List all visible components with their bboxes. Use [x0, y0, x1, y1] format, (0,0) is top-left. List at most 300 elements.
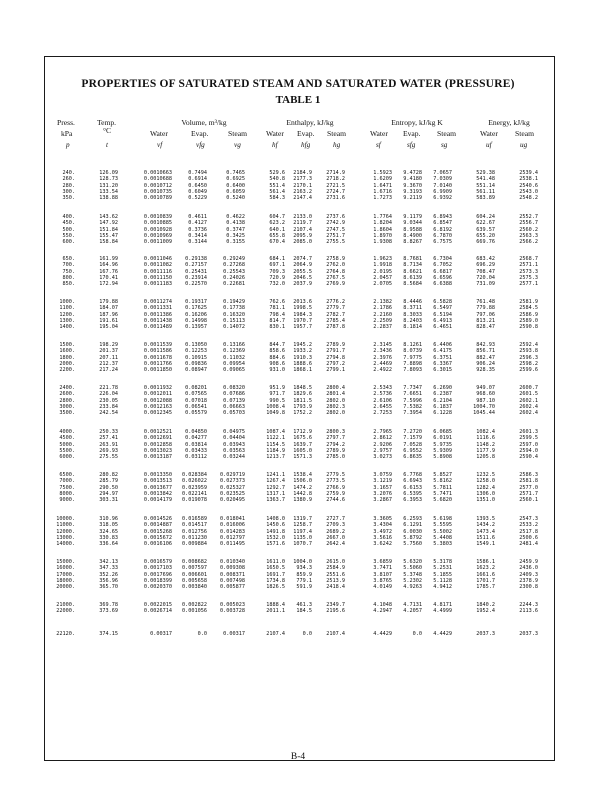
cell-enthalpy-steam: 2721.5 — [326, 182, 345, 189]
cell-energy-water: 551.14 — [476, 182, 495, 189]
cell-entropy-evap: 7.5382 — [403, 403, 422, 410]
cell-entropy-water: 2.4469 — [373, 360, 392, 367]
cell-energy-water: 583.89 — [476, 195, 495, 202]
cell-entropy-water: 3.8765 — [373, 577, 392, 584]
cell-entropy-evap: 6.0030 — [403, 528, 422, 535]
cell-volume-steam: 0.025327 — [220, 484, 245, 491]
cell-entropy-evap: 9.3193 — [403, 188, 422, 195]
cell-enthalpy-evap: 461.3 — [296, 602, 312, 608]
cell-enthalpy-evap: 1571.3 — [293, 454, 312, 461]
cell-entropy-water: 1.9623 — [373, 256, 392, 262]
cell-volume-water: 0.0018399 — [143, 577, 172, 584]
cell-entropy-evap: 6.6153 — [403, 484, 422, 491]
cell-volume-steam: 0.3425 — [226, 232, 245, 239]
cell-enthalpy-steam: 2779.7 — [326, 305, 345, 312]
cell-volume-evap: 0.19317 — [185, 299, 207, 305]
cell-volume-water: 0.0011766 — [143, 360, 172, 367]
cell-entropy-evap: 5.2302 — [403, 577, 422, 584]
cell-temperature: 373.69 — [99, 608, 118, 615]
cell-pressure: 17000. — [56, 571, 75, 578]
cell-volume-water: 0.0012011 — [143, 391, 172, 398]
cell-entropy-evap: 9.3670 — [403, 182, 422, 189]
cell-entropy-water: 2.6106 — [373, 397, 392, 404]
cell-enthalpy-evap: 184.5 — [296, 608, 312, 615]
cell-enthalpy-evap: 1848.5 — [293, 385, 312, 391]
cell-energy-steam: 2560.2 — [519, 226, 538, 233]
cell-energy-steam: 2547.3 — [519, 516, 538, 522]
temp-symbol: t — [106, 141, 108, 149]
cell-volume-evap: 0.011230 — [182, 534, 207, 541]
cell-volume-evap: 0.001056 — [182, 608, 207, 615]
cell-pressure: 7000. — [59, 478, 75, 485]
cell-enthalpy-water: 604.7 — [269, 214, 285, 220]
cell-volume-evap: 0.005658 — [182, 577, 207, 584]
cell-volume-water: 0.0010663 — [143, 170, 172, 176]
cell-entropy-steam: 5.5595 — [433, 522, 452, 529]
cell-pressure: 2800. — [59, 397, 75, 404]
cell-entropy-steam: 6.3751 — [433, 354, 452, 361]
cell-enthalpy-water: 951.9 — [269, 385, 285, 391]
cell-volume-steam: 0.6400 — [226, 182, 245, 189]
cell-enthalpy-evap: 2095.9 — [293, 232, 312, 239]
cell-pressure: 8000. — [59, 490, 75, 497]
cell-enthalpy-water: 1317.1 — [266, 490, 285, 497]
cell-volume-evap: 0.16206 — [185, 311, 207, 318]
cell-volume-water: 0.0010688 — [143, 176, 172, 183]
cell-temperature: 151.84 — [99, 226, 118, 233]
cell-volume-water: 0.0011489 — [143, 324, 172, 331]
cell-temperature: 158.84 — [99, 239, 118, 246]
enthalpy-water-symbol: hf — [272, 141, 278, 149]
cell-volume-evap: 0.27157 — [185, 262, 207, 269]
cell-enthalpy-water: 551.4 — [269, 182, 285, 189]
cell-pressure: 6500. — [59, 472, 75, 478]
cell-volume-steam: 0.04404 — [223, 435, 245, 442]
cell-entropy-water: 2.5736 — [373, 391, 392, 398]
cell-energy-steam: 2538.1 — [519, 176, 538, 183]
cell-entropy-water: 1.6471 — [373, 182, 392, 189]
cell-energy-steam: 2563.3 — [519, 232, 538, 239]
entropy-water-symbol: sf — [376, 141, 381, 149]
cell-volume-evap: 0.006601 — [182, 571, 207, 578]
cell-pressure: 14000. — [56, 541, 75, 548]
cell-entropy-water: 1.9308 — [373, 239, 392, 246]
cell-volume-steam: 0.12369 — [223, 348, 245, 355]
cell-enthalpy-evap: 2085.0 — [293, 239, 312, 246]
cell-enthalpy-evap: 1933.2 — [293, 348, 312, 355]
cell-energy-water: 604.24 — [476, 214, 495, 220]
cell-enthalpy-evap: 1538.4 — [293, 472, 312, 478]
cell-entropy-evap: 7.3954 — [403, 410, 422, 417]
volume-water-label: Water — [150, 129, 168, 138]
cell-pressure: 22120. — [56, 631, 75, 637]
cell-entropy-steam: 6.5828 — [433, 299, 452, 305]
cell-volume-water: 0.0011009 — [143, 239, 172, 246]
cell-entropy-evap: 4.9263 — [403, 584, 422, 591]
cell-enthalpy-evap: 1506.0 — [293, 478, 312, 485]
cell-volume-steam: 0.008371 — [220, 571, 245, 578]
cell-entropy-evap: 8.7681 — [403, 256, 422, 262]
cell-volume-water: 0.0015268 — [143, 528, 172, 535]
cell-energy-water: 1511.6 — [476, 534, 495, 541]
cell-volume-water: 0.0011331 — [143, 305, 172, 312]
cell-enthalpy-water: 798.4 — [269, 311, 285, 318]
cell-volume-steam: 0.03943 — [223, 441, 245, 448]
cell-temperature: 285.79 — [99, 478, 118, 485]
cell-volume-steam: 0.29249 — [223, 256, 245, 262]
cell-entropy-water: 1.9918 — [373, 262, 392, 269]
cell-entropy-water: 2.3436 — [373, 348, 392, 355]
cell-volume-steam: 0.17738 — [223, 305, 245, 312]
cell-volume-water: 0.0011046 — [143, 256, 172, 262]
cell-energy-water: 1148.2 — [476, 441, 495, 448]
cell-energy-water: 731.09 — [476, 281, 495, 288]
cell-temperature: 310.96 — [99, 516, 118, 522]
cell-energy-steam: 2593.8 — [519, 348, 538, 355]
cell-enthalpy-water: 1450.6 — [266, 522, 285, 529]
cell-energy-steam: 2566.2 — [519, 239, 538, 246]
cell-entropy-evap: 6.6943 — [403, 478, 422, 485]
cell-volume-steam: 0.13166 — [223, 342, 245, 348]
cell-entropy-evap: 6.5395 — [403, 490, 422, 497]
cell-volume-steam: 0.16320 — [223, 311, 245, 318]
cell-enthalpy-steam: 2764.8 — [326, 268, 345, 275]
cell-volume-steam: 0.14072 — [223, 324, 245, 331]
cell-temperature: 369.78 — [99, 602, 118, 608]
cell-energy-steam: 2577.1 — [519, 281, 538, 288]
cell-entropy-evap: 4.2057 — [403, 608, 422, 615]
cell-enthalpy-water: 1363.7 — [266, 497, 285, 504]
cell-temperature: 207.11 — [99, 354, 118, 361]
cell-pressure: 650. — [62, 256, 75, 262]
cell-energy-water: 1045.44 — [473, 410, 495, 417]
cell-volume-steam: 0.012797 — [220, 534, 245, 541]
cell-temperature: 226.04 — [99, 391, 118, 398]
cell-temperature: 347.33 — [99, 565, 118, 572]
cell-enthalpy-steam: 2800.4 — [326, 385, 345, 391]
cell-enthalpy-water: 529.6 — [269, 170, 285, 176]
cell-enthalpy-steam: 2766.9 — [326, 484, 345, 491]
enthalpy-evap-symbol: hfg — [301, 141, 311, 149]
volume-steam-symbol: vg — [234, 141, 241, 149]
cell-energy-water: 696.29 — [476, 262, 495, 269]
cell-enthalpy-water: 908.6 — [269, 360, 285, 367]
cell-entropy-water: 2.5343 — [373, 385, 392, 391]
cell-volume-steam: 0.6059 — [226, 188, 245, 195]
cell-temperature: 275.55 — [99, 454, 118, 461]
cell-entropy-water: 3.4304 — [373, 522, 392, 529]
energy-water-symbol: uf — [486, 141, 492, 149]
cell-temperature: 212.37 — [99, 360, 118, 367]
cell-volume-evap: 0.06541 — [185, 403, 207, 410]
cell-enthalpy-steam: 2747.5 — [326, 226, 345, 233]
cell-volume-steam: 0.007498 — [220, 577, 245, 584]
cell-enthalpy-steam: 2779.5 — [326, 472, 345, 478]
cell-entropy-evap: 8.8267 — [403, 239, 422, 246]
cell-entropy-evap: 5.6320 — [403, 559, 422, 565]
cell-entropy-steam: 6.3015 — [433, 367, 452, 374]
cell-temperature: 342.13 — [99, 559, 118, 565]
cell-enthalpy-water: 1691.7 — [266, 571, 285, 578]
cell-entropy-water: 3.6859 — [373, 559, 392, 565]
cell-energy-water: 842.93 — [476, 342, 495, 348]
cell-entropy-evap: 7.6651 — [403, 391, 422, 398]
cell-pressure: 2000. — [59, 360, 75, 367]
cell-entropy-evap: 5.5060 — [403, 565, 422, 572]
cell-pressure: 350. — [62, 195, 75, 202]
cell-energy-steam: 2409.3 — [519, 571, 538, 578]
cell-energy-steam: 2590.8 — [519, 324, 538, 331]
cell-energy-water: 1232.5 — [476, 472, 495, 478]
cell-enthalpy-water: 720.9 — [269, 274, 285, 281]
cell-entropy-steam: 7.0309 — [433, 176, 452, 183]
cell-pressure: 1600. — [59, 348, 75, 355]
cell-energy-steam: 2556.7 — [519, 220, 538, 227]
cell-enthalpy-water: 670.4 — [269, 239, 285, 246]
cell-pressure: 280. — [62, 182, 75, 189]
cell-enthalpy-steam: 2797.2 — [326, 360, 345, 367]
cell-entropy-steam: 6.2387 — [433, 391, 452, 398]
cell-volume-steam: 0.010340 — [220, 559, 245, 565]
cell-energy-steam: 2300.8 — [519, 584, 538, 591]
cell-temperature: 170.41 — [99, 274, 118, 281]
cell-temperature: 221.78 — [99, 385, 118, 391]
cell-volume-water: 0.0011932 — [143, 385, 172, 391]
cell-entropy-evap: 6.9552 — [403, 447, 422, 454]
cell-entropy-steam: 5.8162 — [433, 478, 452, 485]
cell-energy-water: 1701.7 — [476, 577, 495, 584]
cell-entropy-water: 2.8612 — [373, 435, 392, 442]
cell-entropy-water: 4.0149 — [373, 584, 392, 591]
cell-temperature: 147.92 — [99, 220, 118, 227]
cell-entropy-water: 2.7253 — [373, 410, 392, 417]
cell-enthalpy-evap: 1945.2 — [293, 342, 312, 348]
cell-volume-evap: 0.6049 — [188, 188, 207, 195]
cell-entropy-steam: 5.9309 — [433, 447, 452, 454]
cell-volume-evap: 0.07565 — [185, 391, 207, 398]
cell-enthalpy-evap: 1442.8 — [293, 490, 312, 497]
cell-volume-steam: 0.09954 — [223, 360, 245, 367]
cell-volume-evap: 0.003840 — [182, 584, 207, 591]
cell-temperature: 133.54 — [99, 188, 118, 195]
cell-energy-water: 720.04 — [476, 274, 495, 281]
cell-enthalpy-steam: 2742.9 — [326, 220, 345, 227]
cell-entropy-steam: 6.6596 — [433, 274, 452, 281]
cell-volume-evap: 0.25431 — [185, 268, 207, 275]
cell-enthalpy-steam: 2758.9 — [326, 256, 345, 262]
cell-energy-water: 797.06 — [476, 311, 495, 318]
cell-pressure: 500. — [62, 226, 75, 233]
cell-entropy-evap: 8.0739 — [403, 348, 422, 355]
cell-volume-evap: 0.007597 — [182, 565, 207, 572]
cell-volume-steam: 0.03244 — [223, 454, 245, 461]
cell-pressure: 1200. — [59, 311, 75, 318]
cell-enthalpy-evap: 779.1 — [296, 577, 312, 584]
cell-volume-evap: 0.10915 — [185, 354, 207, 361]
cell-enthalpy-steam: 2797.7 — [326, 435, 345, 442]
cell-enthalpy-evap: 1888.6 — [293, 360, 312, 367]
cell-entropy-steam: 6.6817 — [433, 268, 452, 275]
cell-energy-steam: 2244.3 — [519, 602, 538, 608]
cell-energy-water: 1177.9 — [476, 447, 495, 454]
press-symbol: p — [66, 141, 70, 149]
cell-temperature: 233.84 — [99, 403, 118, 410]
cell-temperature: 303.31 — [99, 497, 118, 504]
cell-volume-steam: 0.04975 — [223, 429, 245, 435]
cell-temperature: 201.37 — [99, 348, 118, 355]
cell-volume-evap: 0.4127 — [188, 220, 207, 227]
cell-volume-water: 0.0013842 — [143, 490, 172, 497]
cell-entropy-steam: 5.3803 — [433, 541, 452, 548]
cell-temperature: 336.64 — [99, 541, 118, 548]
cell-pressure: 1500. — [59, 342, 75, 348]
entropy-evap-label: Evap. — [403, 129, 421, 138]
cell-volume-steam: 0.3747 — [226, 226, 245, 233]
cell-entropy-steam: 6.1228 — [433, 410, 452, 417]
cell-entropy-water: 2.2837 — [373, 324, 392, 331]
page-number: B-4 — [290, 752, 306, 762]
cell-entropy-water: 1.7764 — [373, 214, 392, 220]
cell-enthalpy-steam: 2785.4 — [326, 317, 345, 324]
cell-energy-steam: 2575.3 — [519, 274, 538, 281]
cell-entropy-evap: 6.7768 — [403, 472, 422, 478]
cell-volume-water: 0.0026714 — [143, 608, 172, 615]
cell-volume-steam: 0.3155 — [226, 239, 245, 246]
cell-enthalpy-water: 830.1 — [269, 324, 285, 331]
cell-enthalpy-steam: 2584.9 — [326, 565, 345, 572]
cell-energy-water: 1586.1 — [476, 559, 495, 565]
cell-volume-evap: 0.6450 — [188, 182, 207, 189]
cell-temperature: 184.07 — [99, 305, 118, 312]
cell-entropy-steam: 6.7304 — [433, 256, 452, 262]
cell-entropy-evap: 9.2119 — [403, 195, 422, 202]
cell-entropy-steam: 4.9412 — [433, 584, 452, 591]
cell-energy-water: 906.24 — [476, 360, 495, 367]
cell-entropy-evap: 6.2593 — [403, 516, 422, 522]
cell-volume-evap: 0.22570 — [185, 281, 207, 288]
cell-volume-evap: 0.0 — [197, 631, 207, 637]
cell-entropy-water: 2.3976 — [373, 354, 392, 361]
cell-enthalpy-evap: 1258.7 — [293, 522, 312, 529]
cell-volume-evap: 0.023959 — [182, 484, 207, 491]
cell-enthalpy-steam: 2642.4 — [326, 541, 345, 548]
cell-volume-evap: 0.3414 — [188, 232, 207, 239]
cell-entropy-water: 1.5923 — [373, 170, 392, 176]
cell-entropy-water: 2.4922 — [373, 367, 392, 374]
cell-enthalpy-steam: 2418.4 — [326, 584, 345, 591]
cell-entropy-water: 1.8204 — [373, 220, 392, 227]
cell-entropy-evap: 7.0528 — [403, 441, 422, 448]
cell-enthalpy-steam: 2718.2 — [326, 176, 345, 183]
cell-pressure: 21000. — [56, 602, 75, 608]
cell-entropy-steam: 5.6820 — [433, 497, 452, 504]
cell-enthalpy-steam: 2789.9 — [326, 447, 345, 454]
cell-pressure: 550. — [62, 232, 75, 239]
cell-temperature: 198.29 — [99, 342, 118, 348]
cell-volume-steam: 0.24026 — [223, 274, 245, 281]
cell-entropy-evap: 8.7134 — [403, 262, 422, 269]
cell-enthalpy-water: 781.1 — [269, 305, 285, 312]
cell-energy-steam: 2573.3 — [519, 268, 538, 275]
cell-entropy-steam: 6.7575 — [433, 239, 452, 246]
cell-volume-water: 0.0017696 — [143, 571, 172, 578]
cell-energy-steam: 2571.1 — [519, 262, 538, 269]
cell-enthalpy-water: 1292.7 — [266, 484, 285, 491]
cell-pressure: 1100. — [59, 305, 75, 312]
cell-volume-evap: 0.08947 — [185, 367, 207, 374]
cell-temperature: 128.73 — [99, 176, 118, 183]
cell-enthalpy-evap: 1639.7 — [293, 441, 312, 448]
cell-enthalpy-water: 1122.1 — [266, 435, 285, 442]
cell-pressure: 2200. — [59, 367, 75, 374]
cell-enthalpy-steam: 2787.8 — [326, 324, 345, 331]
cell-entropy-evap: 8.1814 — [403, 324, 422, 331]
cell-enthalpy-evap: 1675.6 — [293, 435, 312, 442]
cell-temperature: 217.24 — [99, 367, 118, 374]
cell-pressure: 750. — [62, 268, 75, 275]
cell-energy-steam: 2581.9 — [519, 299, 538, 305]
cell-entropy-steam: 6.5194 — [433, 311, 452, 318]
cell-energy-water: 1840.2 — [476, 602, 495, 608]
cell-energy-water: 987.10 — [476, 397, 495, 404]
cell-volume-evap: 0.5229 — [188, 195, 207, 202]
cell-volume-water: 0.0013350 — [143, 472, 172, 478]
volume-steam-label: Steam — [228, 129, 247, 138]
cell-enthalpy-steam: 2782.7 — [326, 311, 345, 318]
cell-volume-water: 0.0017103 — [143, 565, 172, 572]
cell-volume-steam: 0.25543 — [223, 268, 245, 275]
cell-enthalpy-steam: 2776.2 — [326, 299, 345, 305]
cell-entropy-evap: 8.1261 — [403, 342, 422, 348]
cell-pressure: 300. — [62, 188, 75, 195]
cell-enthalpy-evap: 0.0 — [302, 631, 312, 637]
cell-volume-water: 0.0022015 — [143, 602, 172, 608]
cell-energy-steam: 2552.7 — [519, 214, 538, 220]
cell-volume-evap: 0.3736 — [188, 226, 207, 233]
cell-entropy-water: 3.2076 — [373, 490, 392, 497]
cell-enthalpy-water: 655.8 — [269, 232, 285, 239]
page-title: PROPERTIES OF SATURATED STEAM AND SATURATED WATER (PRESSURE) — [81, 78, 515, 90]
cell-temperature: 155.47 — [99, 232, 118, 239]
cell-entropy-steam: 5.7471 — [433, 490, 452, 497]
cell-entropy-evap: 8.2403 — [403, 317, 422, 324]
cell-enthalpy-water: 1154.5 — [266, 441, 285, 448]
cell-enthalpy-steam: 2714.9 — [326, 170, 345, 176]
cell-entropy-evap: 7.2720 — [403, 429, 422, 435]
entropy-evap-symbol: sfg — [407, 141, 416, 149]
cell-enthalpy-steam: 2195.6 — [326, 608, 345, 615]
cell-entropy-steam: 4.8171 — [433, 602, 452, 608]
cell-pressure: 1800. — [59, 354, 75, 361]
cell-volume-evap: 0.07018 — [185, 397, 207, 404]
cell-temperature: 318.05 — [99, 522, 118, 529]
cell-energy-steam: 2597.0 — [519, 441, 538, 448]
cell-volume-steam: 0.09065 — [223, 367, 245, 374]
cell-volume-evap: 0.019078 — [182, 497, 207, 504]
cell-enthalpy-water: 1184.9 — [266, 447, 285, 454]
cell-volume-evap: 0.3144 — [188, 239, 207, 246]
cell-volume-evap: 0.6914 — [188, 176, 207, 183]
cell-volume-water: 0.0013187 — [143, 454, 172, 461]
cell-volume-steam: 0.4622 — [226, 214, 245, 220]
energy-steam-symbol: ug — [520, 141, 528, 149]
cell-enthalpy-evap: 2037.9 — [293, 281, 312, 288]
cell-energy-steam: 2571.7 — [519, 490, 538, 497]
cell-entropy-steam: 5.3178 — [433, 559, 452, 565]
cell-enthalpy-steam: 2724.7 — [326, 188, 345, 195]
cell-entropy-water: 2.3145 — [373, 342, 392, 348]
cell-enthalpy-steam: 2551.6 — [326, 571, 345, 578]
